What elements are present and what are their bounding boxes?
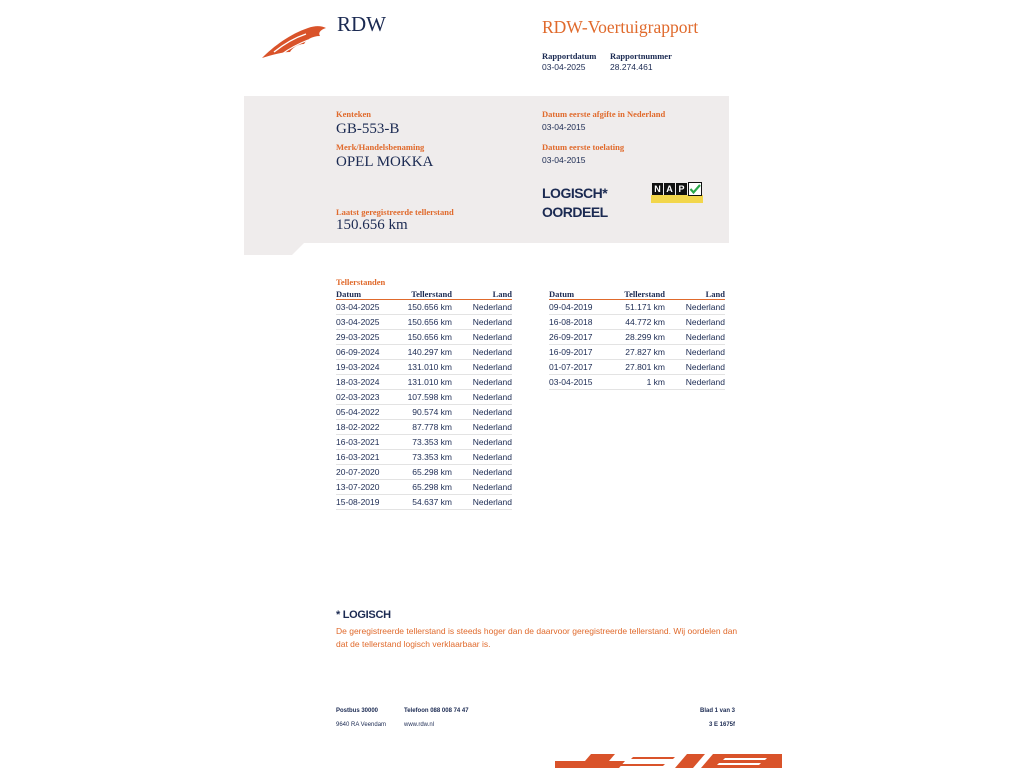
make-label: Merk/Handelsbenaming [336, 142, 425, 152]
cell-date: 19-03-2024 [336, 360, 398, 375]
cell-odometer: 87.778 km [398, 420, 452, 435]
table-row [336, 345, 512, 360]
cell-date: 13-07-2020 [336, 480, 398, 495]
nap-letter-a: A [664, 183, 675, 195]
report-title: RDW-Voertuigrapport [542, 17, 699, 37]
cell-country: Nederland [665, 315, 725, 330]
verdict-line-2: OORDEEL [542, 204, 608, 220]
note-line-1: De geregistreerde tellerstand is steeds hoger dan de daarvoor geregistreerde tellerstand. Wij oordelen dan [336, 626, 738, 636]
plate-label: Kenteken [336, 109, 371, 119]
cell-date: 18-02-2022 [336, 420, 398, 435]
cell-country: Nederland [452, 360, 512, 375]
first-admission-value: 03-04-2015 [542, 155, 586, 165]
table-row [336, 405, 512, 420]
readings-table-left [336, 289, 512, 510]
cell-date: 06-09-2024 [336, 345, 398, 360]
nap-letter-n: N [652, 183, 663, 195]
col-header-country: Land [452, 289, 512, 300]
rdw-logo-icon [260, 24, 328, 60]
table-row [549, 330, 725, 345]
cell-country: Nederland [452, 375, 512, 390]
cell-odometer: 1 km [611, 375, 665, 390]
cell-odometer: 54.637 km [398, 495, 452, 510]
cell-date: 20-07-2020 [336, 465, 398, 480]
table-row [549, 300, 725, 315]
cell-date: 03-04-2025 [336, 315, 398, 330]
col-header-odometer: Tellerstand [611, 289, 665, 300]
cell-country: Nederland [665, 300, 725, 315]
footer-doc-code: 3 E 1675f [708, 722, 735, 728]
cell-country: Nederland [452, 345, 512, 360]
note-line-2: dat de tellerstand logisch verklaarbaar is. [336, 639, 491, 649]
first-admission-nl-label: Datum eerste afgifte in Nederland [542, 109, 666, 119]
plate-value: GB-553-B [336, 121, 400, 137]
last-odometer-label: Laatst geregistreerde tellerstand [336, 207, 454, 217]
table-row [549, 315, 725, 330]
cell-country: Nederland [452, 330, 512, 345]
cell-country: Nederland [665, 330, 725, 345]
report-date-label: Rapportdatum [542, 51, 597, 61]
table-row [336, 420, 512, 435]
table-row [336, 300, 512, 315]
cell-country: Nederland [452, 495, 512, 510]
table-row [336, 390, 512, 405]
footer-city: 9640 RA Veendam [336, 722, 387, 728]
cell-date: 16-08-2018 [549, 315, 611, 330]
cell-date: 16-03-2021 [336, 435, 398, 450]
col-header-date: Datum [336, 289, 398, 300]
first-admission-label: Datum eerste toelating [542, 142, 625, 152]
cell-odometer: 73.353 km [398, 435, 452, 450]
cell-date: 02-03-2023 [336, 390, 398, 405]
cell-country: Nederland [452, 450, 512, 465]
cell-date: 29-03-2025 [336, 330, 398, 345]
cell-country: Nederland [452, 405, 512, 420]
cell-odometer: 27.827 km [611, 345, 665, 360]
footer-phone: Telefoon 088 008 74 47 [404, 708, 469, 714]
cell-odometer: 150.656 km [398, 315, 452, 330]
cell-odometer: 44.772 km [611, 315, 665, 330]
cell-country: Nederland [665, 375, 725, 390]
last-odometer-value: 150.656 km [336, 217, 408, 233]
cell-date: 03-04-2025 [336, 300, 398, 315]
cell-odometer: 65.298 km [398, 465, 452, 480]
report-number-label: Rapportnummer [610, 51, 672, 61]
cell-date: 01-07-2017 [549, 360, 611, 375]
table-row [336, 465, 512, 480]
cell-odometer: 131.010 km [398, 375, 452, 390]
footer-page-number: Blad 1 van 3 [699, 708, 735, 714]
col-header-country: Land [665, 289, 725, 300]
table-row [336, 495, 512, 510]
first-admission-nl-value: 03-04-2015 [542, 122, 586, 132]
make-value: OPEL MOKKA [336, 154, 434, 170]
table-row [336, 360, 512, 375]
readings-section-title: Tellerstanden [336, 277, 386, 287]
table-row [336, 480, 512, 495]
cell-country: Nederland [452, 420, 512, 435]
cell-country: Nederland [452, 315, 512, 330]
nap-badge [651, 183, 703, 203]
table-row [336, 330, 512, 345]
cell-date: 09-04-2019 [549, 300, 611, 315]
table-row [336, 435, 512, 450]
cell-odometer: 131.010 km [398, 360, 452, 375]
report-number: 28.274.461 [610, 62, 653, 72]
brand-name: RDW [337, 12, 386, 36]
col-header-odometer: Tellerstand [398, 289, 452, 300]
cell-odometer: 27.801 km [611, 360, 665, 375]
cell-country: Nederland [665, 360, 725, 375]
cell-country: Nederland [452, 435, 512, 450]
check-icon [688, 182, 702, 196]
cell-date: 15-08-2019 [336, 495, 398, 510]
cell-date: 26-09-2017 [549, 330, 611, 345]
cell-odometer: 65.298 km [398, 480, 452, 495]
cell-country: Nederland [452, 300, 512, 315]
cell-date: 16-03-2021 [336, 450, 398, 465]
verdict-line-1: LOGISCH* [542, 185, 608, 201]
nap-letter-p: P [676, 183, 687, 195]
cell-date: 03-04-2015 [549, 375, 611, 390]
cell-odometer: 107.598 km [398, 390, 452, 405]
cell-odometer: 51.171 km [611, 300, 665, 315]
panel-tab-shape [244, 243, 304, 255]
cell-country: Nederland [452, 465, 512, 480]
footer-website[interactable]: www.rdw.nl [404, 722, 435, 728]
table-row [336, 315, 512, 330]
table-header-row [549, 289, 725, 300]
footer-postbus: Postbus 30000 [336, 708, 379, 714]
table-row [549, 360, 725, 375]
cell-odometer: 73.353 km [398, 450, 452, 465]
report-date: 03-04-2025 [542, 62, 586, 72]
cell-odometer: 90.574 km [398, 405, 452, 420]
cell-country: Nederland [452, 390, 512, 405]
table-row [336, 450, 512, 465]
cell-country: Nederland [665, 345, 725, 360]
col-header-date: Datum [549, 289, 611, 300]
cell-country: Nederland [452, 480, 512, 495]
footer-stripe-graphic [555, 752, 782, 768]
cell-date: 16-09-2017 [549, 345, 611, 360]
readings-table-right [549, 289, 725, 390]
note-title: * LOGISCH [336, 609, 391, 621]
cell-date: 18-03-2024 [336, 375, 398, 390]
cell-odometer: 150.656 km [398, 300, 452, 315]
table-row [549, 375, 725, 390]
table-row [549, 345, 725, 360]
cell-odometer: 140.297 km [398, 345, 452, 360]
cell-date: 05-04-2022 [336, 405, 398, 420]
table-header-row [336, 289, 512, 300]
cell-odometer: 150.656 km [398, 330, 452, 345]
table-row [336, 375, 512, 390]
cell-odometer: 28.299 km [611, 330, 665, 345]
